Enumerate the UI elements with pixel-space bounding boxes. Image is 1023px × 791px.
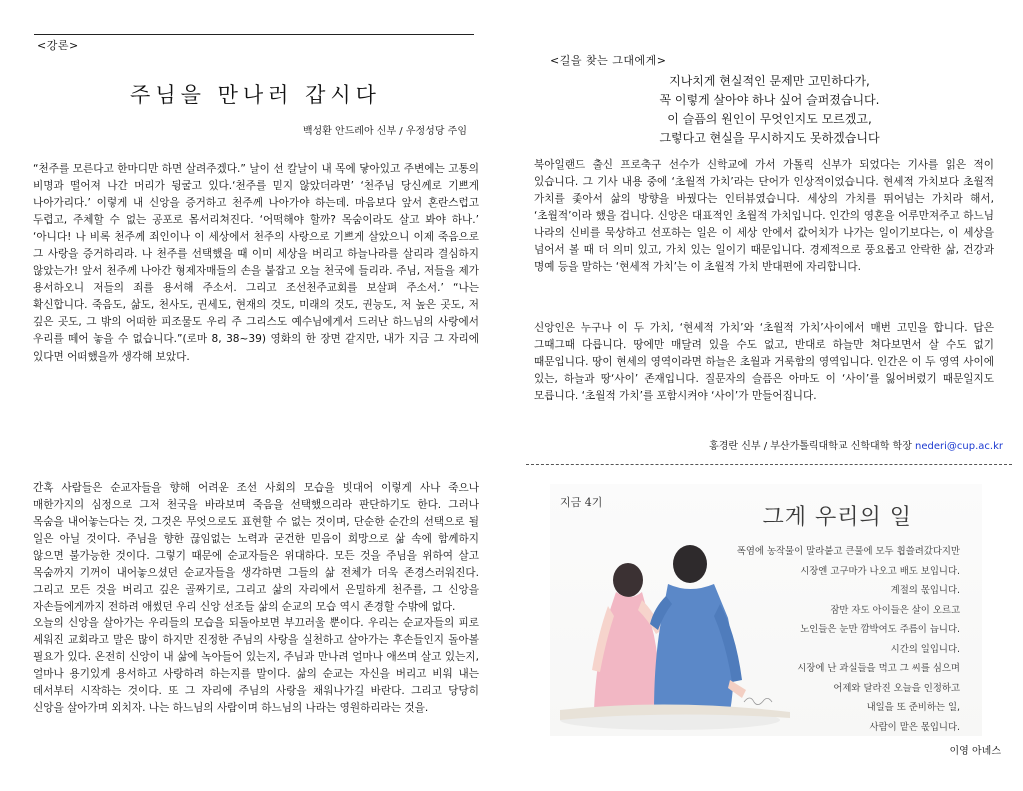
poem-line: 계절의 몫입니다.	[890, 585, 960, 596]
poem-line: 어제와 달라진 오늘을 인정하고	[833, 682, 960, 694]
poem-line: 사람이 맡은 몫입니다.	[869, 721, 960, 733]
poem-line: 폭염에 농작물이 말라붙고 큰물에 모두 휩쓸려갔다지만	[736, 546, 960, 557]
section-tag: <강론>	[37, 39, 79, 52]
article-paragraph: 간혹 사람들은 순교자들을 향해 어려운 조선 사회의 모습을 빗대어 이렇게 사나 죽으나 매한가지의 심정으로 그저 천국을 바라보며 죽음을 선택했으리라 판단하기도 한다. 그러나 목숨을 내어놓는다는 것, 그것은 무엇으로도 표현할 수 없는 것이며, 단순한 순간의 선택으로 될 일은 아닐 것이다. 주님을 향한 끊임없는 노력과 굳건한 믿음이 희망으로 삶 속에 함께하지 않으면 불가능한 것이다. 그렇기 때문에 순교자들은 위대하다. 모든 것을 주님을 위하여 살고 목숨까지 기꺼이 내어놓으셨던 순교자들을 생각하면 그들의 삶 전체가 더욱 존경스러워진다. 그리고 모든 것을 버리고 깊은 골짜기로, 그리고 삶의 자리에서 은밀하게 천주를, 그 신앙을 자손들에게까지 전하려 애썼던 우리 신앙 선조들 삶의 순교의 모습 역시 존경할 수밖에 없다.	[33, 482, 479, 614]
left-page	[0, 0, 511, 791]
question-line: 이 슬픔의 원인이 무엇인지도 모르겠고,	[667, 112, 872, 126]
question-line: 꼭 이렇게 살아야 하나 싶어 슬퍼졌습니다.	[659, 93, 880, 107]
poem-line: 시장엔 고구마가 나오고 배도 보입니다.	[800, 565, 960, 577]
article-title: 주님을 만나러 갑시다	[130, 83, 381, 107]
illustration-caption: 이영 아녜스	[949, 746, 1001, 757]
article-paragraph: “천주를 모른다고 한마디만 하면 살려주겠다.” 날이 선 칼날이 내 목에 닿아있고 주변에는 고통의 비명과 떨어져 나간 머리가 뒹굴고 있다.‘천주를 믿지 않았더라면’ ‘천주님 당신께로 기쁘게 나아가리다.’ 이렇게 내 신앙을 증거하고 천주께 나아가야 하는데. 마음보다 앞서 혼란스럽고 두렵고, 주체할 수 없는 공포로 몸서리쳐진다. ‘어떡해야 할까? 목숨이라도 살고 봐야 하나.’ ‘아니다! 나 비록 천주께 죄인이나 이 세상에서 천주의 사랑으로 기쁘게 살았으니 이제 죽음으로 그 사랑을 증거하리라. 나 천주를 선택했을 때 이미 세상을 버리고 하늘나라를 살리라 결심하지 않았는가! 앞서 천주께 나아간 형제자매들의 손을 붙잡고 오늘 천국에 들리라. 주님, 저들을 제가 용서하오니 저들의 죄를 용서해 주소서. 그리고 조선천주교회를 보살펴 주소서.’ “나는 확신합니다. 죽음도, 삶도, 천사도, 권세도, 현재의 것도, 미래의 것도, 권능도, 저 높은 곳도, 저 깊은 곳도, 그 밖의 어떠한 피조물도 우리 주 그리스도 예수님에게서 드러난 하느님의 사랑에서 우리를 떼어 놓을 수 없습니다.”(로마 8, 38~39) 영화의 한 장면 같지만, 내가 지금 그 자리에 있다면 어떠했을까 생각해 보았다.	[33, 163, 479, 363]
section-tag: <길을 찾는 그대에게>	[550, 54, 667, 67]
question-text	[552, 72, 987, 148]
poem-line: 시장에 난 과실들을 먹고 그 씨를 심으며	[797, 663, 960, 674]
woman-hair	[613, 563, 643, 597]
author-email-link[interactable]: nederi@cup.ac.kr	[915, 441, 1003, 452]
poem-line: 내일을 또 준비하는 일,	[866, 702, 960, 713]
top-rule	[34, 34, 474, 35]
illustration-title: 그게 우리의 일	[762, 505, 912, 530]
answer-paragraph: 신앙인은 누구나 이 두 가치, ‘현세적 가치’와 ‘초월적 가치’사이에서 매번 고민을 합니다. 답은 그때그때 다릅니다. 땅에만 매달려 있을 수도 없고, 반대로 하늘만 쳐다보면서 살 수도 없기 때문입니다. 땅이 현세의 영역이라면 하늘은 초월과 거룩함의 영역입니다. 인간은 이 두 영역 사이에 있는, 하늘과 땅‘사이’ 존재입니다. 질문자의 슬픔은 아마도 이 ‘사이’를 잃어버렸기 때문일지도 모릅니다. ‘초월적 가치’를 포함시켜야 ‘사이’가 만들어집니다.	[534, 322, 994, 403]
author-name: 홍경란 신부 / 부산가톨릭대학교 신학대학 학장	[709, 441, 912, 452]
section-divider	[526, 464, 1012, 465]
illustration-poem	[700, 542, 960, 737]
answer-paragraph: 북아일랜드 출신 프로축구 선수가 신학교에 가서 가톨릭 신부가 되었다는 기사를 읽은 적이 있습니다. 그 기사 내용 중에 ‘초월적 가치’라는 단어가 인상적이었습니다. 현세적 가치보다 초월적 가치를 좇아서 삶의 방향을 바꿨다는 인터뷰였습니다. 세상의 가치를 뛰어넘는 가치라 해서, ‘초월적’이라 했을 겁니다. 신앙은 대표적인 초월적 가치입니다. 인간의 영혼을 어루만져주고 하느님 나라의 신비를 묵상하고 선포하는 일은 이 세상 안에서 값어치가 나가는 일이기보다는, 이 세상을 넘어서 볼 때 더 의미 있고, 가치 있는 일이기 때문입니다. 경제적으로 풍요롭고 안락한 삶, 건강과 명예 등을 말하는 ‘현세적 가치’는 이 초월적 가치 반대편에 자리합니다.	[534, 159, 994, 274]
answer-author	[709, 437, 1003, 452]
article-paragraph: 오늘의 신앙을 살아가는 우리들의 모습을 되돌아보면 부끄러울 뿐이다. 우리는 순교자들의 피로 세워진 교회라고 말은 많이 하지만 진정한 주님의 사랑을 실천하고 살아가는 후손들인지 돌아볼 필요가 있다. 온전히 신앙이 내 삶에 녹아들어 있는지, 주님과 만나려 얼마나 애쓰며 살고 있는지, 얼마나 용기있게 용서하고 사랑하려 하는지를 말이다. 삶의 순교는 자신을 버리고 비워 내는 데서부터 시작하는 것이다. 또 그 자리에 주님의 사랑을 채워나가길 바란다. 그리고 당당히 신앙을 살아가며 외치자. 나는 하느님의 사람이며 하느님의 나라는 영원하리라는 것을.	[33, 617, 479, 715]
illustration-panel	[550, 484, 982, 736]
question-line: 지나치게 현실적인 문제만 고민하다가,	[669, 74, 870, 88]
illustration-label: 지금 4기	[560, 496, 603, 509]
right-page	[512, 0, 1023, 791]
question-line: 그렇다고 현실을 무시하지도 못하겠습니다	[659, 131, 880, 145]
article-byline: 백성환 안드레아 신부 / 우정성당 주임	[302, 126, 467, 137]
poem-line: 노인들은 눈만 깜박여도 주름이 늡니다.	[800, 624, 960, 635]
poem-line: 잠만 자도 아이들은 살이 오르고	[830, 604, 960, 616]
poem-line: 시간의 일입니다.	[890, 643, 960, 655]
